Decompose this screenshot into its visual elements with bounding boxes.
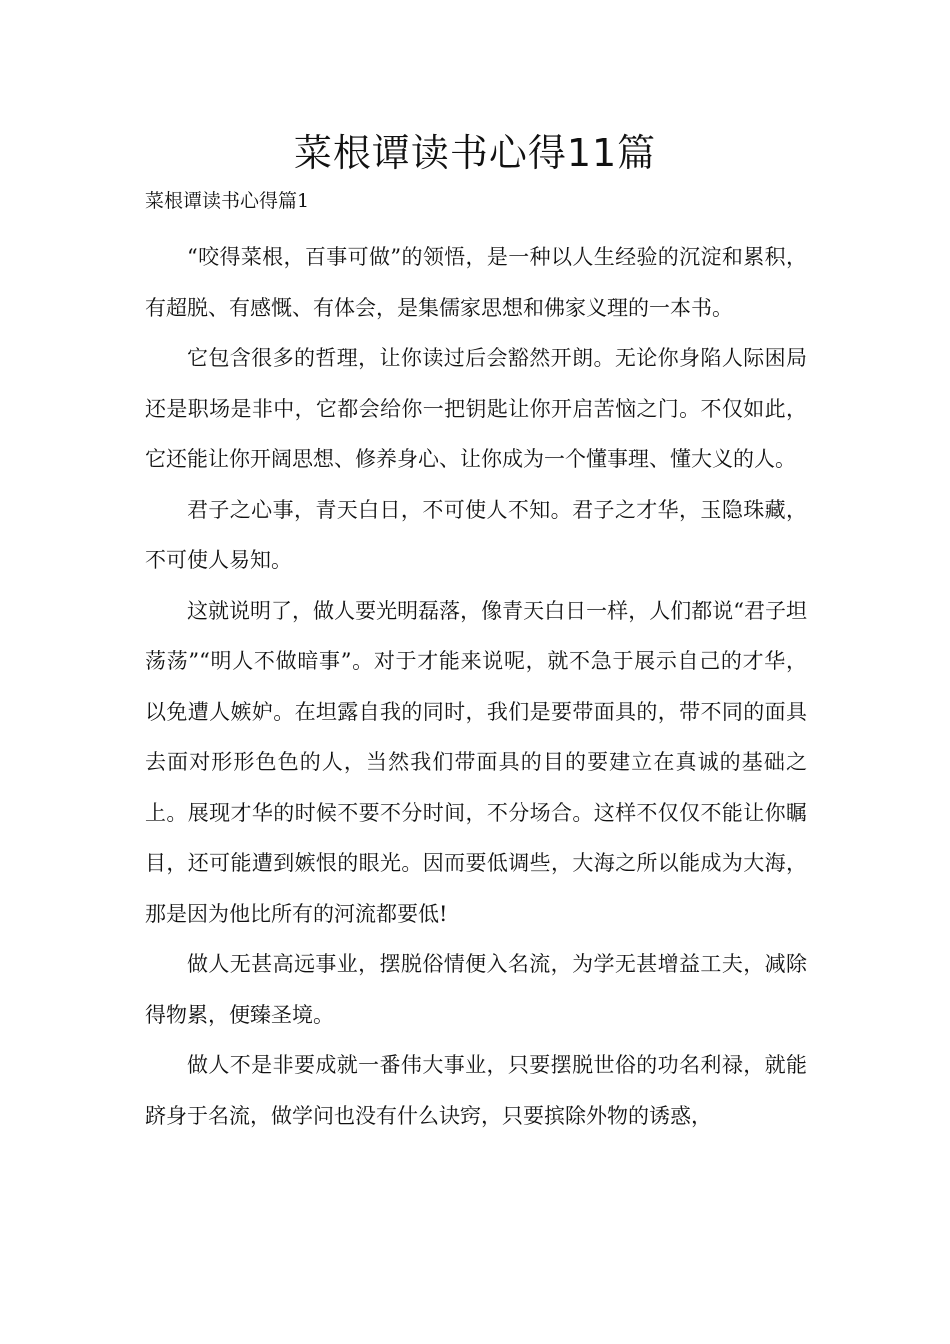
paragraph: 这就说明了，做人要光明磊落，像青天白日一样，人们都说“君子坦荡荡”“明人不做暗事”。对于才能来说呢，就不急于展示自己的才华，以免遭人嫉妒。在坦露自我的同时，我们是要带面具的，带不同的面具去面对形形色色的人，当然我们带面具的目的要建立在真诚的基础之上。展现才华的时候不要不分时间，不分场合。这样不仅仅不能让你瞩目，还可能遭到嫉恨的眼光。因而要低调些，大海之所以能成为大海，那是因为他比所有的河流都要低! [145, 598, 807, 926]
document-title: 菜根谭读书心得11篇 [293, 131, 657, 175]
document-body [145, 232, 807, 1141]
section-heading: 菜根谭读书心得篇1 [145, 190, 310, 212]
paragraph: 做人不是非要成就一番伟大事业，只要摆脱世俗的功名利禄，就能跻身于名流，做学问也没有什么诀窍，只要摈除外物的诱惑， [145, 1053, 807, 1128]
paragraph: “咬得菜根，百事可做”的领悟，是一种以人生经验的沉淀和累积，有超脱、有感慨、有体会，是集儒家思想和佛家义理的一本书。 [145, 245, 807, 320]
paragraph: 它包含很多的哲理，让你读过后会豁然开朗。无论你身陷人际困局还是职场是非中，它都会给你一把钥匙让你开启苦恼之门。不仅如此，它还能让你开阔思想、修养身心、让你成为一个懂事理、懂大义的人。 [145, 346, 807, 471]
paragraph: 君子之心事，青天白日，不可使人不知。君子之才华，玉隐珠藏，不可使人易知。 [145, 497, 807, 572]
paragraph: 做人无甚高远事业，摆脱俗情便入名流，为学无甚增益工夫，减除得物累，便臻圣境。 [145, 952, 807, 1027]
